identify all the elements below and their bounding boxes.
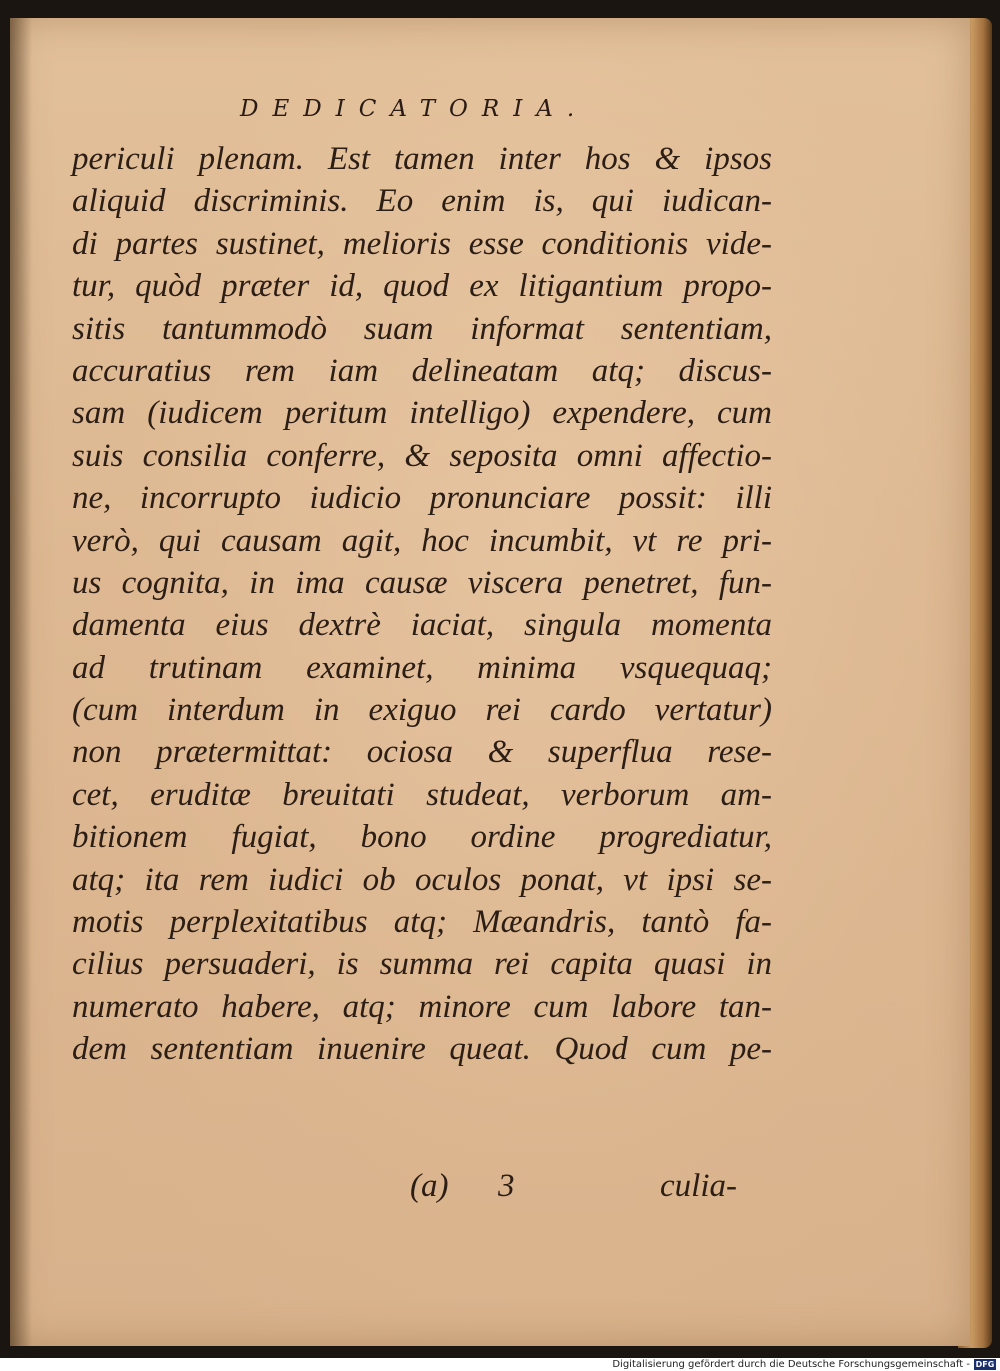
text-line: tur, quòd præter id, quod ex litigantium propo- <box>72 268 772 305</box>
text-line: suis consilia conferre, & seposita omni affectio- <box>72 437 772 474</box>
catchword: culia- <box>660 1168 737 1204</box>
text-line: ad trutinam examinet, minima vsquequaq; <box>72 649 772 686</box>
text-line: cilius persuaderi, is summa rei capita quasi in <box>72 946 772 983</box>
text-line: motis perplexitatibus atq; Mæandris, tantò fa- <box>72 904 772 941</box>
credit-bar <box>0 1358 1000 1371</box>
book-page <box>10 18 970 1346</box>
dfg-logo: DFG <box>975 1360 995 1369</box>
text-line: bitionem fugiat, bono ordine progrediatur, <box>72 819 772 856</box>
text-line: numerato habere, atq; minore cum labore tan- <box>72 988 772 1025</box>
text-line: atq; ita rem iudici ob oculos ponat, vt ipsi se- <box>72 861 772 898</box>
text-line: sam (iudicem peritum intelligo) expendere, cum <box>72 395 772 432</box>
text-line: non prætermittat: ociosa & superflua rese- <box>72 734 772 771</box>
text-line: aliquid discriminis. Eo enim is, qui iudican- <box>72 183 772 220</box>
body-text <box>72 138 772 1071</box>
page-number: 3 <box>498 1168 515 1204</box>
text-line: cet, eruditæ breuitati studeat, verborum am- <box>72 776 772 813</box>
running-title: DEDICATORIA. <box>240 96 589 122</box>
text-line: accuratius rem iam delineatam atq; discus- <box>72 352 772 389</box>
text-line: sitis tantummodò suam informat sententiam, <box>72 310 772 347</box>
text-line: ne, incorrupto iudicio pronunciare possit: illi <box>72 480 772 517</box>
funding-credit: Digitalisierung gefördert durch die Deutsche Forschungsgemeinschaft - <box>612 1359 970 1370</box>
text-line: periculi plenam. Est tamen inter hos & ipsos <box>72 141 772 177</box>
text-line: us cognita, in ima causæ viscera penetret, fun- <box>72 564 772 601</box>
text-line: di partes sustinet, melioris esse conditionis vide- <box>72 225 772 262</box>
signature-mark: (a) <box>410 1168 449 1204</box>
gutter-shadow <box>10 18 32 1346</box>
text-line: dem sententiam inuenire queat. Quod cum pe- <box>72 1031 772 1068</box>
text-line: verò, qui causam agit, hoc incumbit, vt re pri- <box>72 522 772 559</box>
text-line: (cum interdum in exiguo rei cardo vertatur) <box>72 692 772 729</box>
text-line: damenta eius dextrè iaciat, singula momenta <box>72 607 772 644</box>
page-footer <box>10 1168 970 1210</box>
